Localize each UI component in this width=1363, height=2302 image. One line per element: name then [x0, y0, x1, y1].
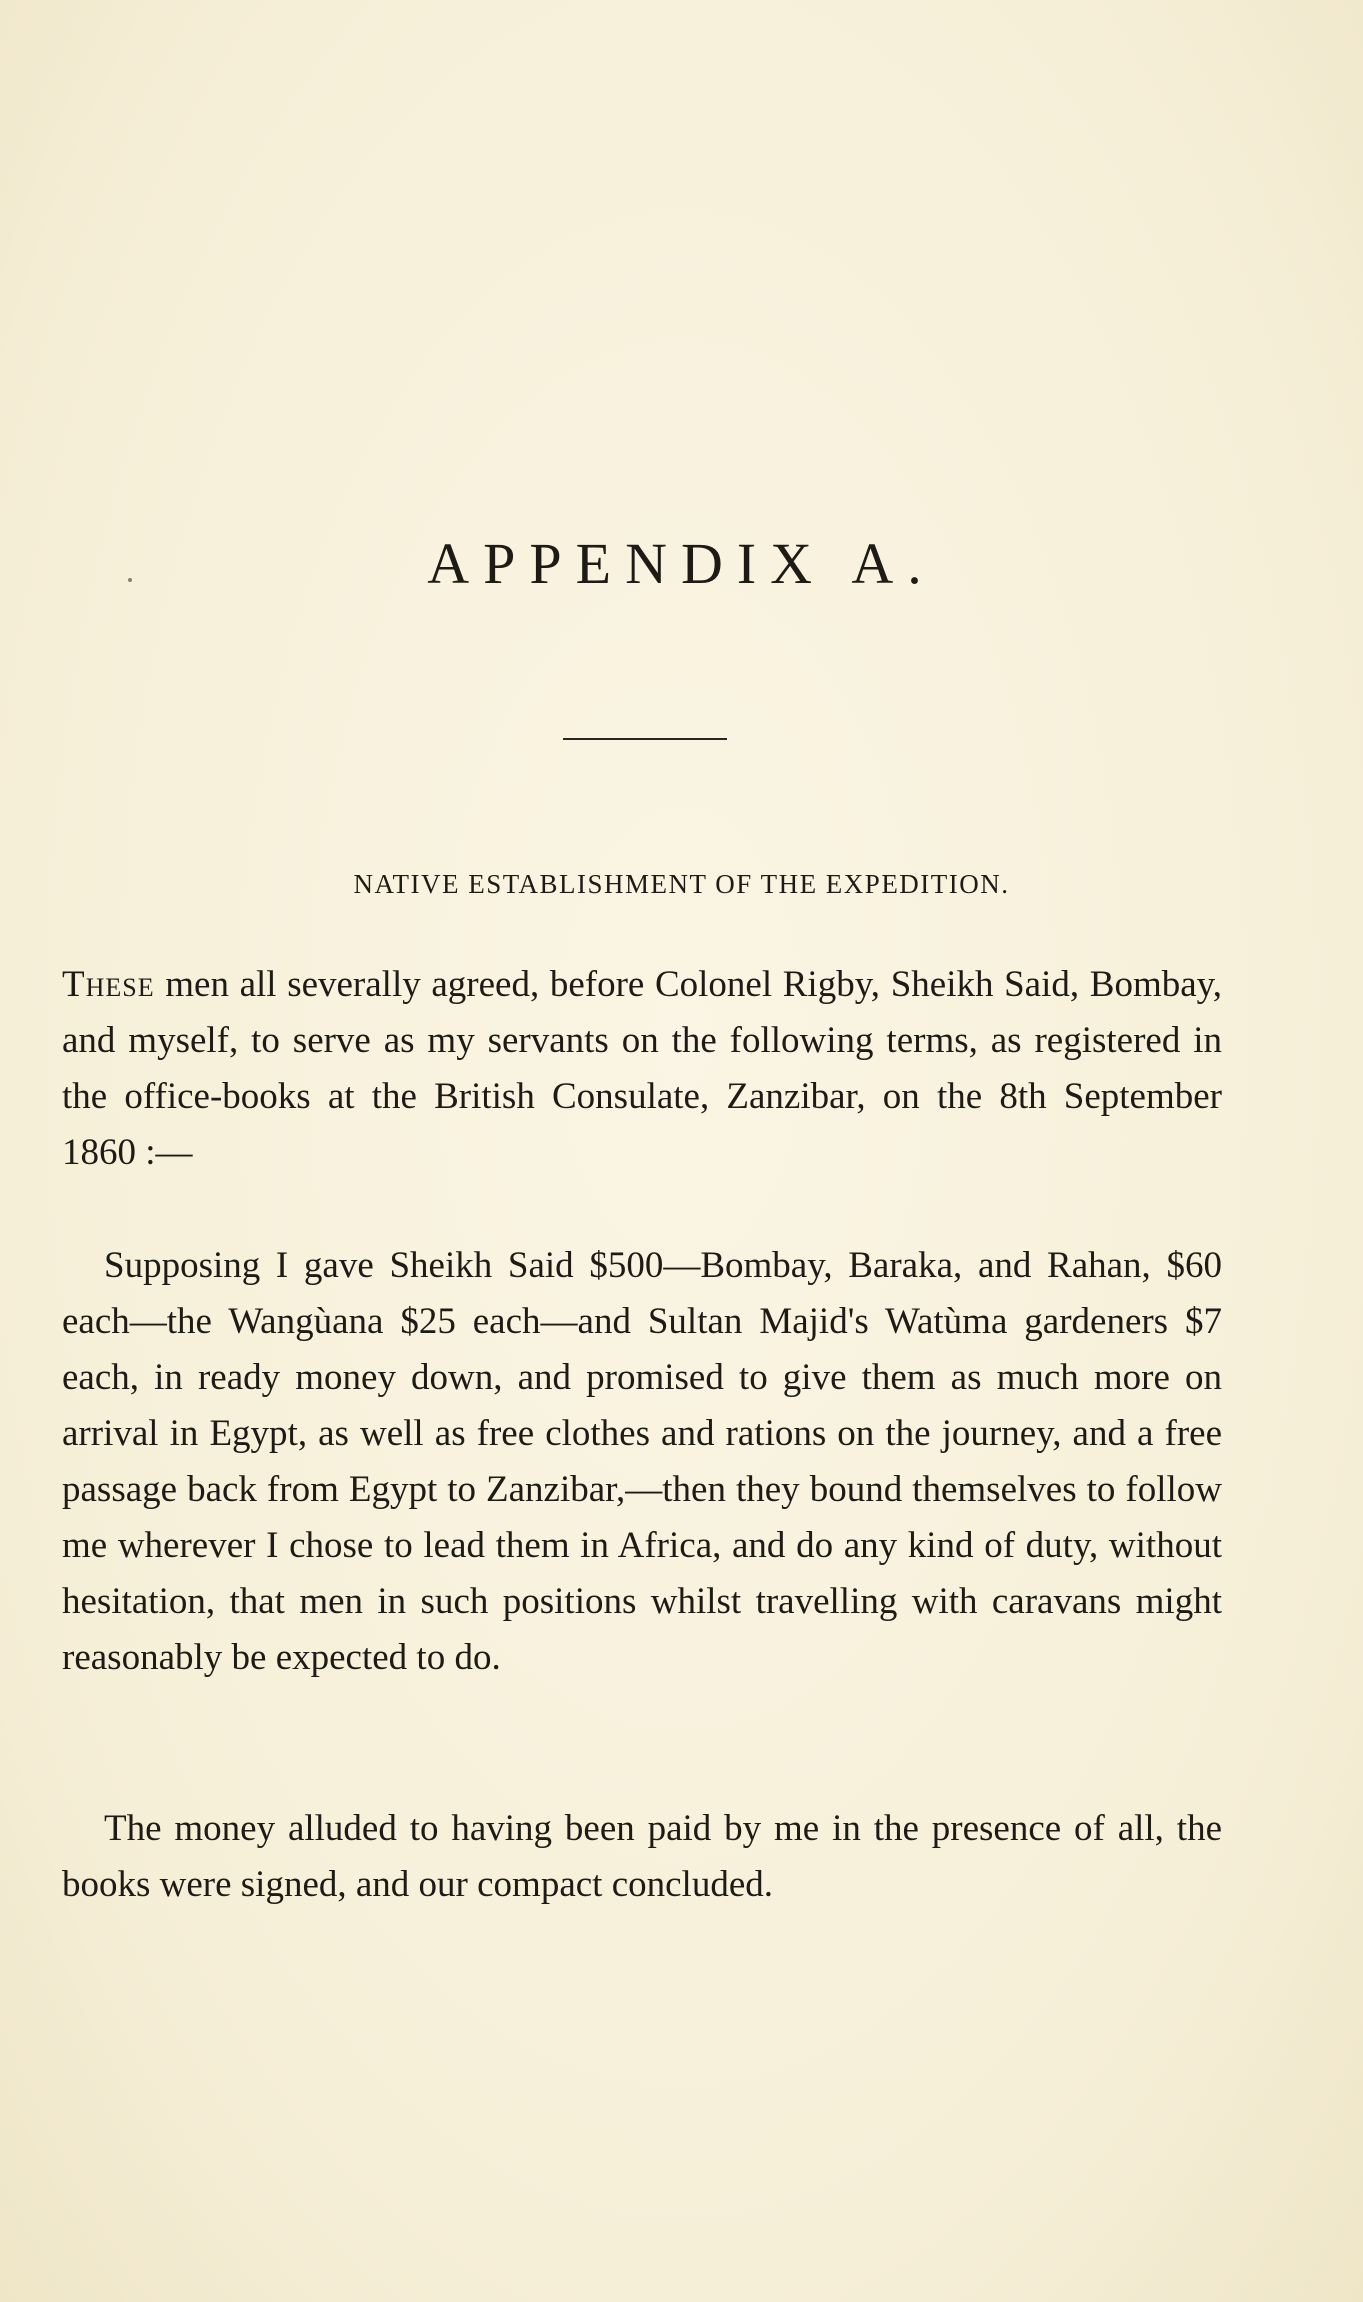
paragraph-lead-word: These — [62, 964, 155, 1005]
paragraph-terms-text: men all severally agreed, before Colonel Rigby, Sheikh Said, Bombay, and myself, to serve as my servants on the following terms, as registered in the office-books at the British Consulate, Zanzibar, on the 8th September 1860 :— — [62, 964, 1222, 1173]
paragraph-terms — [62, 957, 1222, 1181]
paragraph-payment: Supposing I gave Sheikh Said $500—Bombay, Baraka, and Rahan, $60 each—the Wangùana $25 each—and Sultan Majid's Watùma gardeners $7 each, in ready money down, and promised to give them as much more on arrival in Egypt, as well as free clothes and rations on the journey, and a free passage back from Egypt to Zanzibar,—then they bound themselves to follow me wherever I chose to lead them in Africa, and do any kind of duty, without hesitation, that men in such positions whilst travelling with caravans might reasonably be expected to do. — [62, 1245, 1222, 1678]
section-subtitle: NATIVE ESTABLISHMENT OF THE EXPEDITION. — [353, 869, 1010, 899]
appendix-title: APPENDIX A. — [427, 531, 936, 596]
title-divider — [563, 738, 727, 740]
paragraph-compact: The money alluded to having been paid by me in the presence of all, the books were signed, and our compact concluded. — [62, 1808, 1222, 1905]
